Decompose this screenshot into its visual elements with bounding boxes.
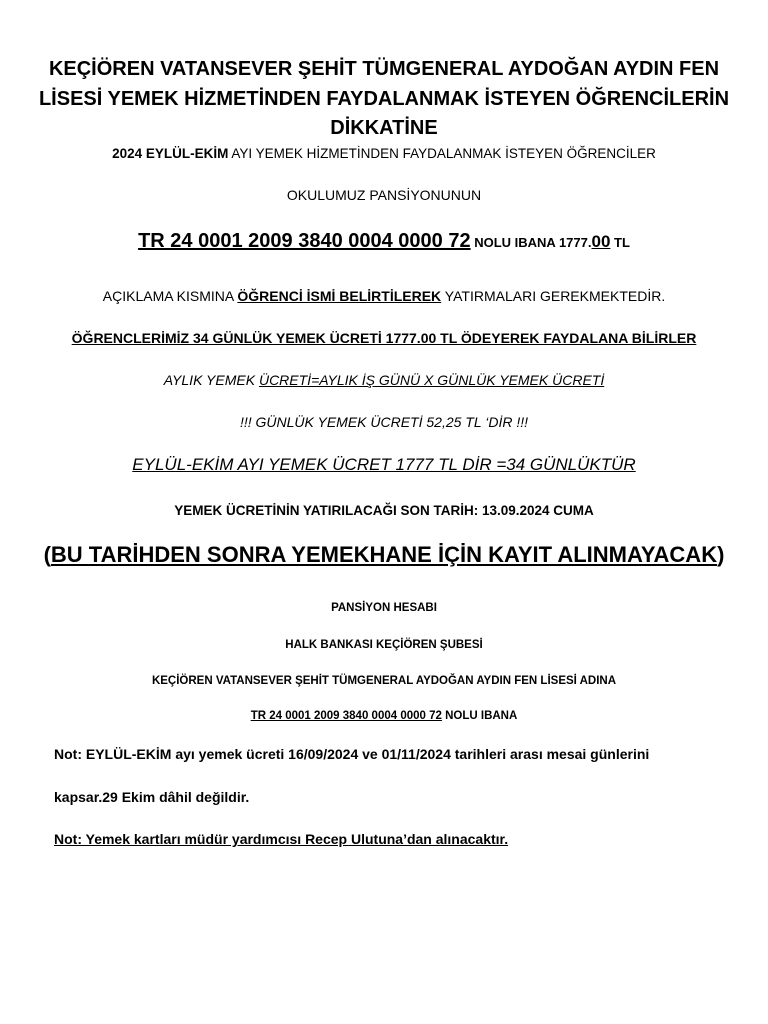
iban-mid: NOLU IBANA 1777. (470, 235, 592, 250)
note-1-line-1: Not: EYLÜL-EKİM ayı yemek ücreti 16/09/2024 ve 01/11/2024 tarihleri arası mesai günlerini (54, 746, 650, 762)
deadline-line: YEMEK ÜCRETİNİN YATIRILACAĞI SON TARİH: 13.09.2024 CUMA (174, 503, 594, 518)
daily-fee-line: !!! GÜNLÜK YEMEK ÜCRETİ 52,25 TL ‘DİR !!! (239, 414, 529, 430)
period-rest: AYI YEMEK HİZMETİNDEN FAYDALANMAK İSTEYEN ÖĞRENCİLER (228, 146, 656, 161)
account-iban-suffix: NOLU IBANA (441, 710, 518, 722)
explanation-part-3: YATIRMALARI GEREKMEKTEDİR. (441, 288, 666, 304)
account-bank: HALK BANKASI KEÇİÖREN ŞUBESİ (285, 639, 483, 651)
account-iban: TR 24 0001 2009 3840 0004 0000 72 (250, 710, 442, 722)
explanation-line (0, 288, 768, 304)
warning-close-paren: ) (717, 542, 725, 567)
account-label: PANSİYON HESABI (331, 602, 437, 614)
period-bold: 2024 EYLÜL-EKİM (112, 146, 229, 161)
iban-decimals: 00 (591, 232, 611, 251)
warning-text: BU TARİHDEN SONRA YEMEKHANE İÇİN KAYIT ALINMAYACAK (50, 542, 718, 567)
pension-line: OKULUMUZ PANSİYONUNUN (286, 187, 482, 203)
note-2: Not: Yemek kartları müdür yardımcısı Recep Ulutuna’dan alınacaktır. (54, 831, 509, 847)
iban-line (0, 230, 768, 253)
note-1-line-2: kapsar.29 Ekim dâhil değildir. (54, 789, 250, 805)
students-fee-line: ÖĞRENCLERİMİZ 34 GÜNLÜK YEMEK ÜCRETİ 1777.00 TL ÖDEYEREK FAYDALANA BİLİRLER (71, 330, 697, 346)
warning-line (0, 542, 768, 568)
iban-number: TR 24 0001 2009 3840 0004 0000 72 (138, 230, 471, 252)
formula-part-a: AYLIK YEMEK (163, 372, 259, 388)
explanation-part-1: AÇIKLAMA KISMINA (102, 288, 238, 304)
title-line-1: KEÇİÖREN VATANSEVER ŞEHİT TÜMGENERAL AYDOĞAN AYDIN FEN (48, 58, 720, 80)
formula-line (0, 372, 768, 388)
account-iban-line (0, 710, 768, 722)
iban-currency: TL (610, 235, 630, 250)
period-line (0, 146, 768, 161)
monthly-fee-line: EYLÜL-EKİM AYI YEMEK ÜCRET 1777 TL DİR =34 GÜNLÜKTÜR (132, 455, 636, 474)
title-line-3: DİKKATİNE (330, 117, 438, 139)
formula-part-b: ÜCRETİ=AYLIK İŞ GÜNÜ X GÜNLÜK YEMEK ÜCRETİ (258, 372, 605, 388)
warning-open-paren: ( (43, 542, 51, 567)
account-holder: KEÇİÖREN VATANSEVER ŞEHİT TÜMGENERAL AYDOĞAN AYDIN FEN LİSESİ ADINA (151, 675, 617, 687)
title-line-2: LİSESİ YEMEK HİZMETİNDEN FAYDALANMAK İSTEYEN ÖĞRENCİLERİN (38, 88, 730, 110)
explanation-part-2: ÖĞRENCİ İSMİ BELİRTİLEREK (237, 288, 442, 304)
